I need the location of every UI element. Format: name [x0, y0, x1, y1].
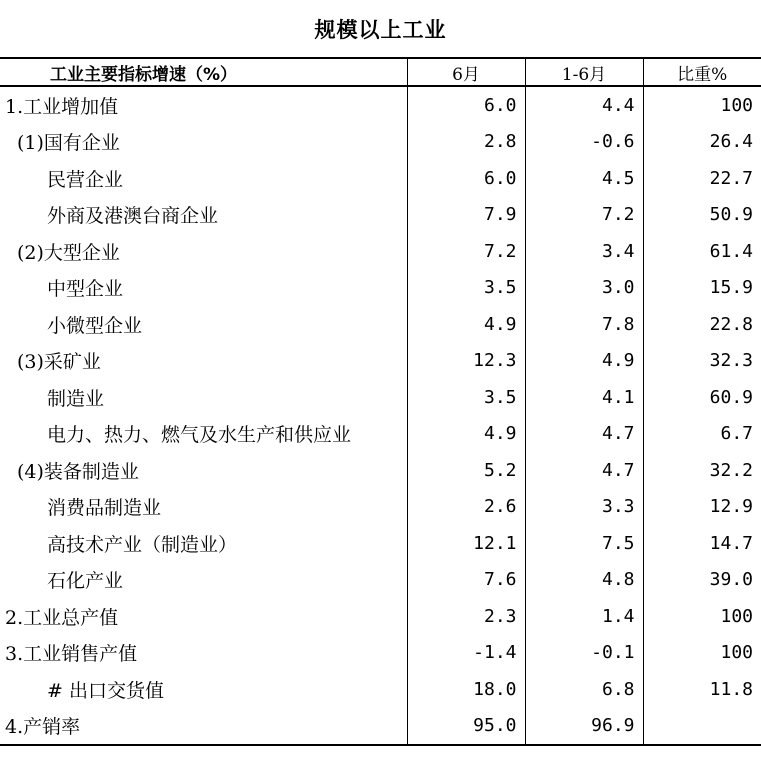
table-row [0, 671, 761, 708]
row-name: 电力、热力、燃气及水生产和供应业 [47, 424, 352, 447]
table-row [0, 124, 761, 161]
row-month-value: 18.0 [407, 671, 525, 708]
row-share-value: 22.8 [643, 306, 761, 343]
header-ytd: 1-6月 [525, 58, 643, 86]
row-name: 制造业 [47, 387, 105, 410]
row-ytd-value: 4.8 [525, 562, 643, 599]
row-share-value: 26.4 [643, 124, 761, 161]
row-name: 民营企业 [47, 168, 124, 191]
table-row [0, 562, 761, 599]
table-row [0, 708, 761, 746]
row-share-value: 60.9 [643, 379, 761, 416]
table-body [0, 86, 761, 745]
page-title: 规模以上工业 [314, 17, 447, 42]
row-ytd-value: 3.3 [525, 489, 643, 526]
table-row [0, 416, 761, 453]
row-name: 高技术产业（制造业） [47, 533, 238, 556]
row-share-value: 6.7 [643, 416, 761, 453]
row-name: 消费品制造业 [47, 497, 162, 520]
row-ytd-value: 7.2 [525, 197, 643, 234]
row-ytd-value: 4.5 [525, 160, 643, 197]
row-share-value: 61.4 [643, 233, 761, 270]
row-name: 外商及港澳台商企业 [47, 205, 219, 228]
table-row [0, 270, 761, 307]
table-row [0, 86, 761, 124]
row-share-value: 32.3 [643, 343, 761, 380]
row-month-value: 3.5 [407, 270, 525, 307]
row-month-value: 4.9 [407, 416, 525, 453]
row-month-value: 95.0 [407, 708, 525, 746]
row-name: 2.工业总产值 [5, 606, 119, 629]
row-name: 4.产销率 [0, 708, 407, 746]
row-month-value: 3.5 [407, 379, 525, 416]
row-month-value: 2.8 [407, 124, 525, 161]
row-ytd-value: -0.1 [525, 635, 643, 672]
indicator-table [0, 57, 761, 746]
table-row [0, 489, 761, 526]
row-name: 中型企业 [47, 278, 124, 301]
row-month-value: 6.0 [407, 160, 525, 197]
table-row [0, 452, 761, 489]
row-share-value: 22.7 [643, 160, 761, 197]
row-ytd-value: 3.0 [525, 270, 643, 307]
row-month-value: 2.6 [407, 489, 525, 526]
row-month-value: 4.9 [407, 306, 525, 343]
table-row [0, 598, 761, 635]
row-name: 3.工业销售产值 [5, 643, 138, 666]
row-month-value: 12.1 [407, 525, 525, 562]
row-ytd-value: 7.8 [525, 306, 643, 343]
table-row [0, 233, 761, 270]
row-month-value: 2.3 [407, 598, 525, 635]
row-share-value: 39.0 [643, 562, 761, 599]
row-name: (1)国有企业 [17, 132, 120, 155]
row-month-value: 12.3 [407, 343, 525, 380]
row-ytd-value: 3.4 [525, 233, 643, 270]
row-month-value: 7.2 [407, 233, 525, 270]
row-name: # 出口交货值 [47, 679, 164, 702]
row-share-value: 100 [643, 86, 761, 124]
row-month-value: -1.4 [407, 635, 525, 672]
row-name: 1.工业增加值 [5, 95, 119, 118]
header-month: 6月 [407, 58, 525, 86]
row-ytd-value: 6.8 [525, 671, 643, 708]
row-ytd-value: -0.6 [525, 124, 643, 161]
row-ytd-value: 4.7 [525, 416, 643, 453]
row-share-value: 11.8 [643, 671, 761, 708]
row-ytd-value: 4.1 [525, 379, 643, 416]
row-ytd-value: 4.7 [525, 452, 643, 489]
row-ytd-value: 4.4 [525, 86, 643, 124]
row-share-value: 100 [643, 635, 761, 672]
row-share-value: 12.9 [643, 489, 761, 526]
table-row [0, 160, 761, 197]
row-share-value: 100 [643, 598, 761, 635]
row-share-value: 32.2 [643, 452, 761, 489]
table-row [0, 197, 761, 234]
row-name: (3)采矿业 [17, 351, 101, 374]
row-month-value: 7.9 [407, 197, 525, 234]
header-indicator: 工业主要指标增速（%） [0, 58, 407, 86]
row-share-value: 15.9 [643, 270, 761, 307]
row-name: (4)装备制造业 [17, 460, 139, 483]
header-share: 比重% [643, 58, 761, 86]
table-row [0, 525, 761, 562]
table-header-row [0, 58, 761, 86]
row-ytd-value: 96.9 [525, 708, 643, 746]
row-month-value: 7.6 [407, 562, 525, 599]
row-name: 小微型企业 [47, 314, 143, 337]
table-row [0, 306, 761, 343]
row-share-value: 50.9 [643, 197, 761, 234]
row-share-value [643, 708, 761, 746]
row-ytd-value: 4.9 [525, 343, 643, 380]
row-ytd-value: 1.4 [525, 598, 643, 635]
table-row [0, 635, 761, 672]
row-name: (2)大型企业 [17, 241, 120, 264]
row-share-value: 14.7 [643, 525, 761, 562]
table-row [0, 379, 761, 416]
row-month-value: 6.0 [407, 86, 525, 124]
row-month-value: 5.2 [407, 452, 525, 489]
row-name: 石化产业 [47, 570, 124, 593]
row-ytd-value: 7.5 [525, 525, 643, 562]
table-row [0, 343, 761, 380]
